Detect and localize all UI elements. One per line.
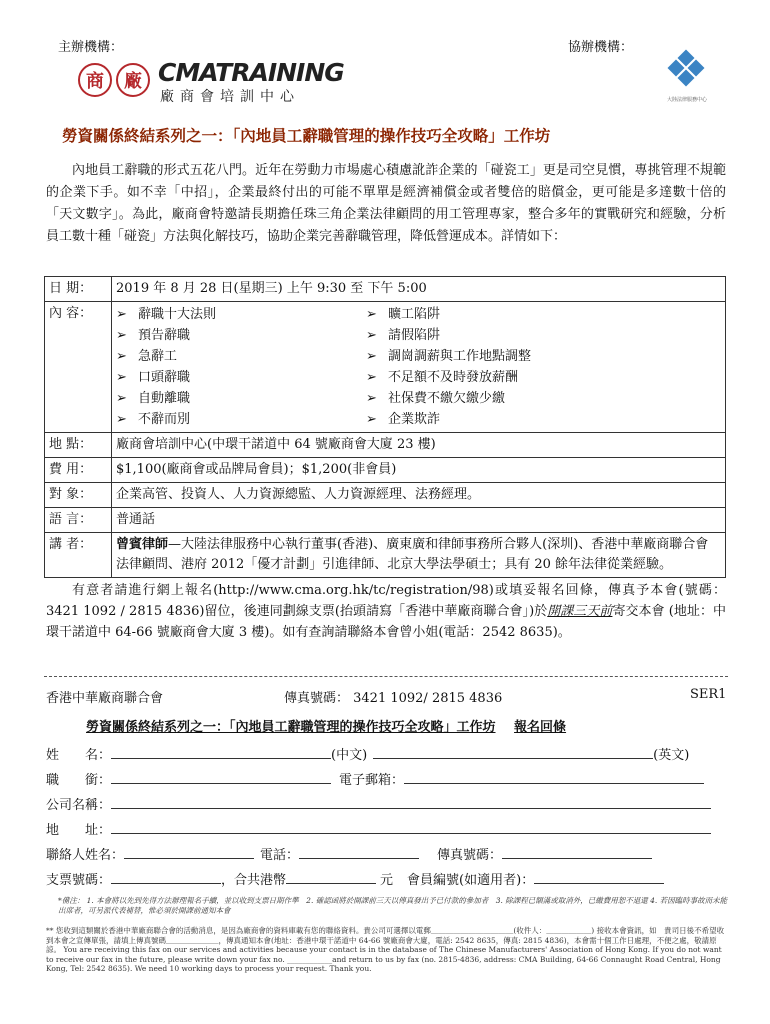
speaker-value: [112, 533, 726, 578]
name-row: [46, 744, 726, 763]
intro-paragraph: 內地員工辭職的形式五花八門。近年在勞動力市場處心積慮訛詐企業的「碰瓷工」更是司空見慣，專挑管理不規範的企業下手。如不幸「中招」，企業最終付出的可能不單單是經濟補償金或者雙倍的賠償金，更可能是多達數十倍的「天文數字」。為此，廠商會特邀請長期擔任珠三角企業法律顧問的用工管理專家，整合多年的實戰研究和經驗，分析員工數十種「碰瓷」方法與化解技巧，協助企業完善辭職管理，降低營運成本。詳情如下：: [46, 163, 726, 244]
content-cell: [112, 302, 726, 433]
post-field[interactable]: [111, 771, 331, 784]
name-zh-field[interactable]: [111, 746, 331, 759]
co-organizer-logo: [664, 50, 708, 94]
brand-subtitle: 廠商會培訓中心: [160, 89, 300, 105]
list-item: ➢ 口頭辭職: [116, 367, 366, 388]
speaker-name: 曾賓律師: [116, 537, 169, 552]
language-value: 普通話: [112, 508, 726, 533]
name-label: 姓 名：: [46, 748, 112, 763]
date-label: 日 期：: [45, 277, 112, 302]
co-organizer-caption: 大陸法律服務中心: [666, 97, 707, 103]
privacy-zh: ** 您收到這類關於香港中華廠商聯合會的活動消息，是因為廠商會的資料庫載有您的聯絡資料。貴公司可選擇以電郵＿＿＿＿＿＿＿＿＿＿＿(收件人：＿＿＿＿＿＿) 接收本會資訊，如 貴司日後不希望收到本會之宣傳單張，請填上傳真號碼＿＿＿＿＿＿＿，傳真通知本會(地址：香港中環干諾道中 64-66 號廠商會大廈，電話: 2542 8635，傳真: 2815 4836)，本會需十個工作日處理，不便之處，敬請原諒。: [46, 926, 725, 954]
arrow-bullet-icon: ➢: [116, 349, 127, 364]
arrow-bullet-icon: ➢: [366, 307, 377, 322]
address-label: 地 址：: [46, 823, 112, 838]
form-reply-label: 報名回條: [514, 720, 567, 735]
member-label: 會員編號(如適用者)：: [407, 873, 535, 888]
list-item: ➢ 急辭工: [116, 346, 366, 367]
info-table: [44, 276, 726, 578]
form-code: SER1: [690, 687, 727, 702]
privacy-notice: [46, 926, 726, 974]
cheque-row: [46, 869, 726, 888]
target-label: 對 象：: [45, 483, 112, 508]
list-item: ➢ 請假陷阱: [366, 325, 666, 346]
list-item: ➢ 社保費不繳欠繳少繳: [366, 388, 666, 409]
content-list-right: [366, 304, 666, 430]
page-title: 勞資關係終結系列之一：「內地員工辭職管理的操作技巧全攻略」工作坊: [62, 126, 551, 145]
cut-line: [44, 676, 728, 677]
content-label: 內 容：: [45, 302, 112, 433]
form-org: 香港中華廠商聯合會: [46, 691, 164, 706]
fax-label: 傳真號碼：: [437, 848, 503, 863]
registration-text-1: 有意者請進行網上報名(http://www.cma.org.hk/tc/registration/98)或填妥報名回條，傳真予本會(號碼：3421 1092 / 2815 4836)留位，後連同劃線支票(抬頭請寫「香港中華廠商聯合會」)於: [46, 583, 726, 619]
date-value: 2019 年 8 月 28 日(星期三) 上午 9:30 至 下午 5:00: [112, 277, 726, 302]
form-fax: 傳真號碼： 3421 1092/ 2815 4836: [284, 691, 503, 706]
arrow-bullet-icon: ➢: [366, 370, 377, 385]
list-item: ➢ 企業欺詐: [366, 409, 666, 430]
member-field[interactable]: [534, 871, 664, 884]
co-organizer-label: 協辦機構：: [568, 40, 634, 55]
company-field[interactable]: [111, 796, 711, 809]
contact-label: 聯絡人姓名：: [46, 848, 125, 863]
arrow-bullet-icon: ➢: [116, 370, 127, 385]
total-label: ，合共港幣: [221, 873, 287, 888]
brand-wordmark: CMATRAINING: [158, 58, 344, 87]
phone-field[interactable]: [299, 846, 419, 859]
email-field[interactable]: [404, 771, 704, 784]
post-row: [46, 769, 726, 788]
name-en-suffix: (英文): [653, 748, 690, 763]
venue-label: 地 點：: [45, 433, 112, 458]
name-zh-suffix: (中文): [331, 748, 368, 763]
deadline-emphasis: 開課三天前: [547, 604, 613, 619]
name-en-field[interactable]: [373, 746, 653, 759]
list-item: ➢ 調崗調薪與工作地點調整: [366, 346, 666, 367]
cheque-label: 支票號碼：: [46, 873, 112, 888]
registration-text-2: 寄交本會 (地址：中環干諾道中 64-66 號廠商會大廈 3 樓)。如有查詢請聯絡本會曾小姐(電話：2542 8635)。: [46, 604, 726, 640]
target-value: 企業高管、投資人、人力資源總監、人力資源經理、法務經理。: [112, 483, 726, 508]
list-item: ➢ 曠工陷阱: [366, 304, 666, 325]
language-label: 語 言：: [45, 508, 112, 533]
arrow-bullet-icon: ➢: [116, 307, 127, 322]
cheque-field[interactable]: [111, 871, 221, 884]
address-field[interactable]: [111, 821, 711, 834]
list-item: ➢ 自動離職: [116, 388, 366, 409]
arrow-bullet-icon: ➢: [366, 349, 377, 364]
logo-char-2: 廠: [116, 63, 150, 97]
notes: *備注： 1. 本會將以先到先得方法辦理報名手續，並以收到支票日期作準 2. 確認函將於開課前三天以傳真發出予已付款的參加者 3. 除課程已額滿或取消外，已繳費用恕不退還 4. 若因臨時事故而未能出席者，可另派代表補替，惟必須於開課前通知本會: [58, 896, 728, 915]
fax-field[interactable]: [502, 846, 652, 859]
arrow-bullet-icon: ➢: [366, 391, 377, 406]
content-list-left: [116, 304, 366, 430]
form-title: 勞資關係終結系列之一：「內地員工辭職管理的操作技巧全攻略」工作坊: [86, 720, 496, 735]
form-title-row: [86, 716, 566, 735]
privacy-en: You are receiving this fax on our services and activities because your contact is in the database of The Chinese Manufacturers' Association of Hong Kong. If you do not want to receive our fax in the future, please write down your fax no. ____________and return to us by fax (no. 2815-4836, address: CMA Building, 64-66 Connaught Road Central, Hong Kong, Tel: 2542 8635). We need 10 working days to process your request. Thank you.: [46, 945, 722, 973]
total-field[interactable]: [286, 871, 376, 884]
dollar-label: 元: [380, 873, 394, 888]
post-label: 職 銜：: [46, 773, 112, 788]
arrow-bullet-icon: ➢: [366, 328, 377, 343]
company-row: [46, 794, 726, 813]
email-label: 電子郵箱：: [339, 773, 405, 788]
contact-row: [46, 844, 726, 863]
fee-label: 費 用：: [45, 458, 112, 483]
phone-label: 電話：: [260, 848, 300, 863]
logo-char-1: 商: [78, 63, 112, 97]
organizer-label: 主辦機構：: [58, 40, 124, 55]
company-label: 公司名稱：: [46, 798, 112, 813]
list-item: ➢ 不辭而別: [116, 409, 366, 430]
speaker-description: —大陸法律服務中心執行董事(香港)、廣東廣和律師事務所合夥人(深圳)、香港中華廠商聯合會法律顧問、港府 2012「優才計劃」引進律師、北京大學法學碩士；具有 20 餘年法律從業經驗。: [116, 537, 709, 572]
address-row: [46, 819, 726, 838]
list-item: ➢ 預告辭職: [116, 325, 366, 346]
fee-value: $1,100(廠商會或品牌局會員)；$1,200(非會員): [112, 458, 726, 483]
arrow-bullet-icon: ➢: [116, 328, 127, 343]
arrow-bullet-icon: ➢: [116, 412, 127, 427]
list-item: ➢ 不足額不及時發放薪酬: [366, 367, 666, 388]
contact-field[interactable]: [124, 846, 254, 859]
venue-value: 廠商會培訓中心(中環干諾道中 64 號廠商會大廈 23 樓): [112, 433, 726, 458]
cma-logo: [78, 63, 150, 97]
registration-paragraph: [46, 580, 726, 643]
speaker-label: 講 者：: [45, 533, 112, 578]
arrow-bullet-icon: ➢: [366, 412, 377, 427]
list-item: ➢ 辭職十大法則: [116, 304, 366, 325]
arrow-bullet-icon: ➢: [116, 391, 127, 406]
